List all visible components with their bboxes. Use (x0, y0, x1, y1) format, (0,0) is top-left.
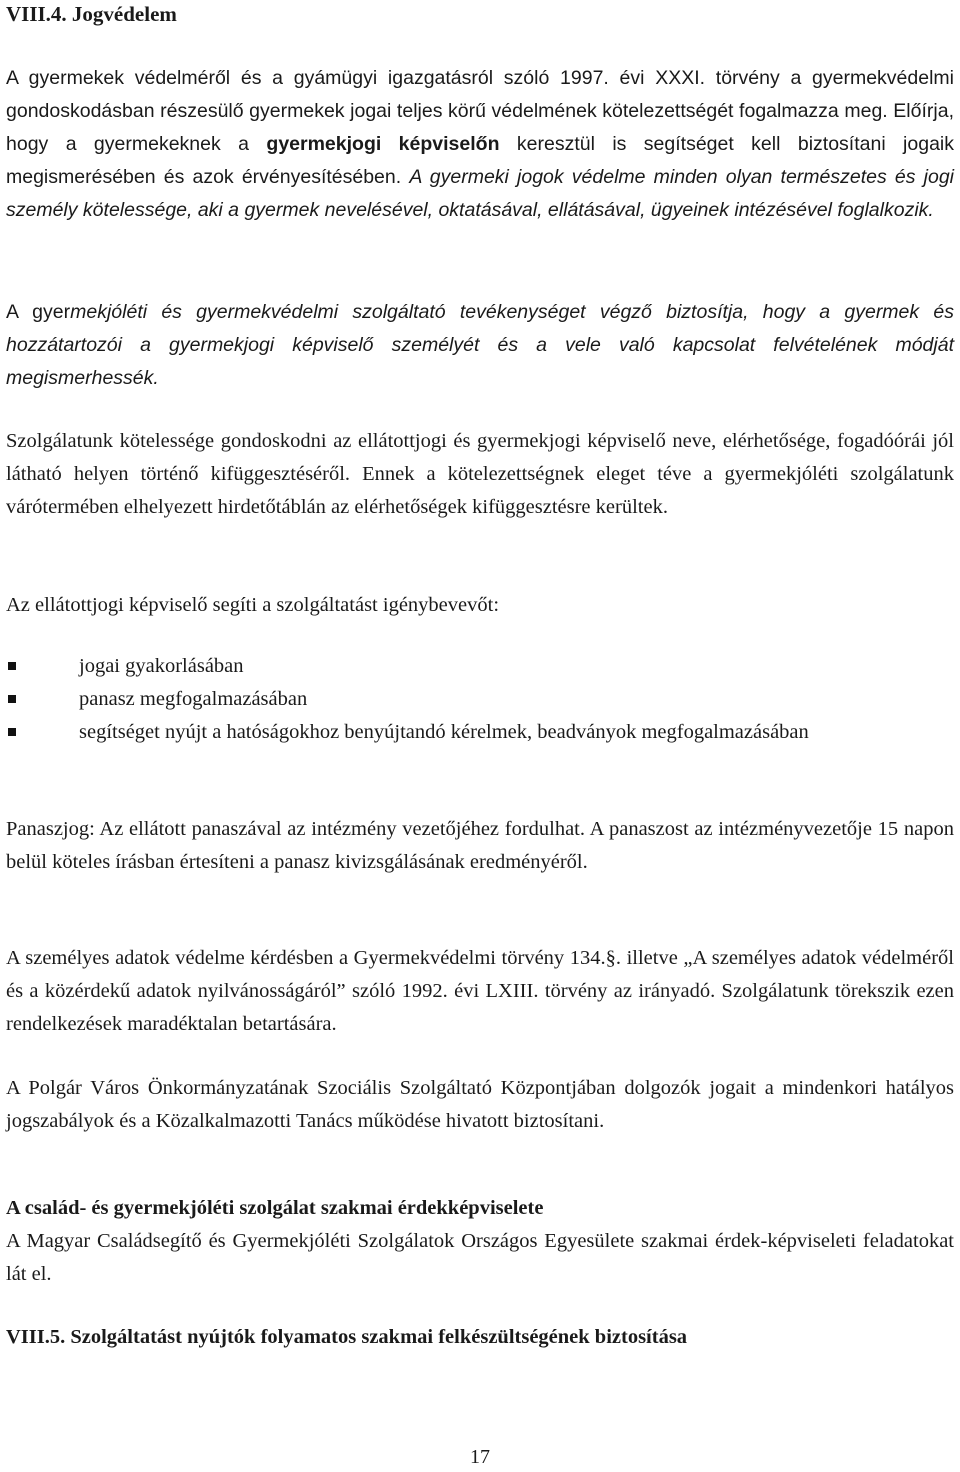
square-bullet-icon (8, 695, 16, 703)
page-number: 17 (470, 1446, 490, 1468)
bullet-list (6, 650, 954, 749)
paragraph-employee-rights: A Polgár Város Önkormányzatának Szociális Szolgáltató Központjában dolgozók jogait a mindenkori hatályos jogszabályok és a Közalkalmazotti Tanács működése hivatott biztosítani. (6, 1077, 954, 1132)
square-bullet-icon (8, 728, 16, 736)
paragraph-complaint: Panaszjog: Az ellátott panaszával az intézmény vezetőjéhez fordulhat. A panaszost az intézményvezetője 15 napon belül köteles írásban értesíteni a panasz kivizsgálásának eredményéről. (6, 818, 954, 873)
paragraph-duty: Szolgálatunk kötelessége gondoskodni az ellátottjogi és gyermekjogi képviselő neve, elérhetősége, fogadóórái jól látható helyen történő kifüggesztéséről. Ennek a kötelezettségnek eleget téve a gyermekjóléti szolgálatunk várótermében elhelyezett hirdetőtáblán az elérhetőségek kifüggesztésre kerültek. (6, 430, 954, 518)
list-item-text: panasz megfogalmazásában (79, 688, 308, 710)
list-item (6, 683, 954, 716)
paragraph-text: keresztül is segítséget kell biztosítani jogaik megismerésében és azok érvényesítésében. (6, 133, 955, 188)
italic-text: mekjóléti és gyermekvédelmi szolgáltató tevékenységet végző biztosítja, hogy a gyermek és hozzátartozói a gyermekjogi képviselő személyét és a vele való kapcsolat felvételének módját megismerhessék. (6, 301, 954, 389)
paragraph-association: A Magyar Családsegítő és Gyermekjóléti Szolgálatok Országos Egyesülete szakmai érdek-képviseleti feladatokat lát el. (6, 1230, 954, 1285)
paragraph-data-protection: A személyes adatok védelme kérdésben a Gyermekvédelmi törvény 134.§. illetve „A személyes adatok védelméről és a közérdekű adatok nyilvánosságáról” szóló 1992. évi LXIII. törvény az irányadó. Szolgálatunk törekszik ezen rendelkezések maradéktalan betartására. (6, 947, 954, 1035)
subheading: A család- és gyermekjóléti szolgálat szakmai érdekképviselete (6, 1197, 544, 1219)
list-item (6, 650, 954, 683)
section-heading: VIII.4. Jogvédelem (6, 2, 177, 26)
list-item-text: jogai gyakorlásában (79, 655, 244, 677)
paragraph-text: A gyermekek védelméről és a gyámügyi igazgatásról szóló 1997. évi XXXI. törvény a gyermekvédelmi gondoskodásban részesülő gyermekek jogai teljes körű védelmének kötelezettségét fogalmazza meg. Előírja, hogy a gyermekeknek a (6, 67, 954, 155)
paragraph-text: A gyer (6, 301, 71, 323)
italic-text: A gyermeki jogok védelme minden olyan természetes és jogi személy kötelessége, aki a gyermek nevelésével, oktatásával, ellátásával, ügyeinek intézésével foglalkozik. (6, 166, 954, 221)
list-item-text: segítséget nyújt a hatóságokhoz benyújtandó kérelmek, beadványok megfogalmazásában (79, 721, 809, 743)
paragraph-guarantee (6, 296, 954, 395)
paragraph-rights-law (6, 62, 954, 227)
bold-term: gyermekjogi képviselőn (266, 133, 500, 155)
square-bullet-icon (8, 662, 16, 670)
list-item (6, 716, 954, 749)
section-heading-2: VIII.5. Szolgáltatást nyújtók folyamatos szakmai felkészültségének biztosítása (6, 1326, 688, 1348)
paragraph-representative: Az ellátottjogi képviselő segíti a szolgáltatást igénybevevőt: (6, 594, 500, 616)
document-page (6, 0, 954, 1472)
